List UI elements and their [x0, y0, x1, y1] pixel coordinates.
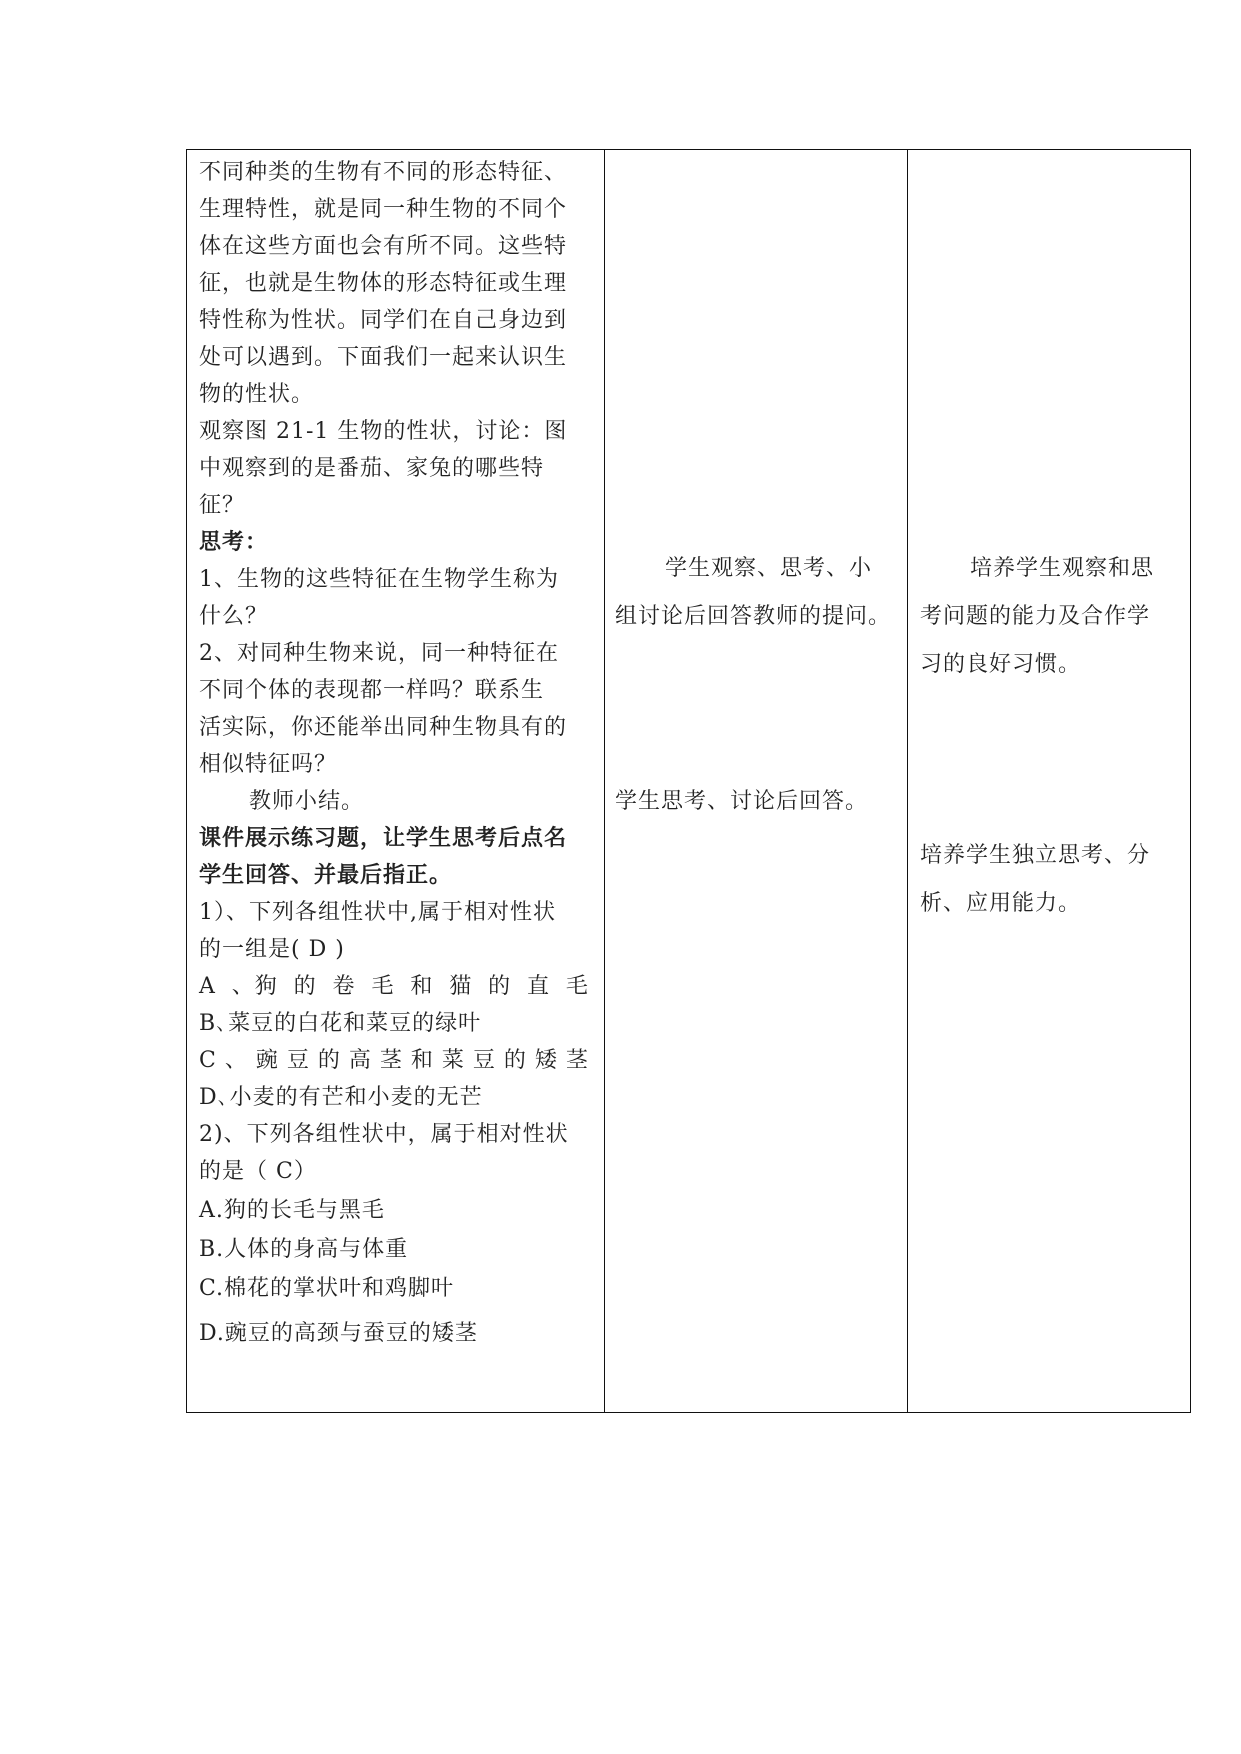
question-2-option: D.豌豆的高颈与蚕豆的矮茎 — [199, 1321, 478, 1346]
question-1-option-c: C 、 豌 豆 的 高 茎 和 菜 豆 的 矮 茎 — [199, 1048, 589, 1073]
think-line: 2、对同种生物来说，同一种特征在 — [199, 641, 559, 666]
intro-line: 物的性状。 — [199, 382, 315, 407]
question-2-option: B.人体的身高与体重 — [199, 1237, 409, 1262]
design-intent-cell — [908, 150, 1191, 1413]
question-2-option: C.棉花的掌状叶和鸡脚叶 — [199, 1276, 455, 1301]
observe-line: 中观察到的是番茄、家兔的哪些特 — [199, 456, 545, 481]
intro-line: 不同种类的生物有不同的形态特征、 — [199, 160, 568, 185]
question-2-line: 2)、下列各组性状中，属于相对性状 — [199, 1122, 569, 1147]
student-activity-block-2: 学生思考、讨论后回答。 — [615, 789, 869, 814]
think-line: 1、生物的这些特征在生物学生称为 — [199, 567, 559, 592]
intro-line: 特性称为性状。同学们在自己身边到 — [199, 308, 568, 333]
question-1-line: 1）、下列各组性状中,属于相对性状 — [199, 900, 556, 925]
question-2-line: 的是（ C） — [199, 1159, 317, 1184]
teacher-summary: 教师小结。 — [249, 789, 365, 814]
question-1-option-b: B､菜豆的白花和菜豆的绿叶 — [199, 1011, 482, 1036]
think-heading: 思考： — [199, 529, 269, 555]
question-1-option-d: D､小麦的有芒和小麦的无芒 — [199, 1085, 483, 1110]
intro-line: 生理特性，就是同一种生物的不同个 — [199, 197, 568, 222]
teaching-activity-text — [199, 154, 589, 1352]
think-line: 什么？ — [199, 604, 269, 629]
question-1-line: 的一组是( D ) — [199, 937, 345, 962]
think-line: 相似特征吗？ — [199, 752, 338, 777]
intro-line: 体在这些方面也会有所不同。这些特 — [199, 234, 568, 259]
question-1-option-a: A 、狗 的 卷 毛 和 猫 的 直 毛 — [199, 974, 589, 999]
exercise-heading-line: 学生回答、并最后指正。 — [199, 862, 453, 888]
table-row — [187, 150, 1191, 1413]
student-activity-block-1: 学生观察、思考、小 组讨论后回答教师的提问。 — [615, 556, 892, 629]
observe-line: 观察图 21-1 生物的性状，讨论：图 — [199, 419, 568, 444]
student-activity-cell — [605, 150, 908, 1413]
observe-line: 征？ — [199, 493, 246, 518]
intro-line: 处可以遇到。下面我们一起来认识生 — [199, 345, 568, 370]
design-intent-block-2: 培养学生独立思考、分 析、应用能力。 — [920, 843, 1151, 916]
teaching-activity-cell — [187, 150, 605, 1413]
think-line: 不同个体的表现都一样吗？联系生 — [199, 678, 545, 703]
intro-line: 征，也就是生物体的形态特征或生理 — [199, 271, 568, 296]
lesson-plan-table — [186, 149, 1191, 1413]
think-line: 活实际，你还能举出同种生物具有的 — [199, 715, 568, 740]
design-intent-block-1: 培养学生观察和思 考问题的能力及合作学 习的良好习惯。 — [920, 556, 1155, 677]
exercise-heading-line: 课件展示练习题，让学生思考后点名 — [199, 825, 568, 851]
question-2-option: A.狗的长毛与黑毛 — [199, 1198, 385, 1223]
